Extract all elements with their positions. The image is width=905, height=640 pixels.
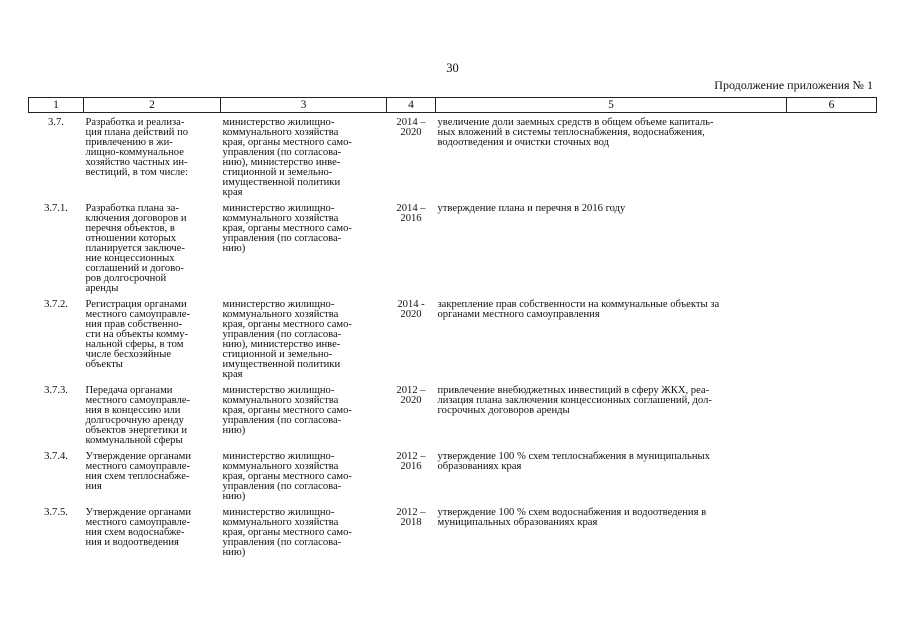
period-line: 2020 — [400, 395, 422, 406]
period-line: 2016 — [400, 461, 422, 472]
activity-name-line: ния схем теплоснабже- — [85, 471, 190, 482]
activity-name-line: объектов энергетики и — [85, 425, 188, 436]
activity-name-line: местного самоуправле- — [85, 395, 190, 406]
activity-name-line: числе бесхозяйные — [85, 349, 172, 360]
expected-result-line: привлечение внебюджетных инвестиций в сферу ЖКХ, реа- — [437, 385, 710, 396]
activity-name-cell — [84, 380, 221, 446]
activity-name-line: хозяйство частных ин- — [85, 157, 188, 168]
activity-name-line: долгосрочную аренду — [85, 415, 184, 426]
period-line: 2012 – — [396, 451, 426, 462]
expected-result-cell — [436, 446, 787, 502]
executor-line: управления (по согласова- — [222, 537, 342, 548]
continuation-label: Продолжение приложения № 1 — [714, 78, 873, 92]
executor-line: нию) — [222, 243, 246, 254]
activity-name-line: Утверждение органами — [85, 451, 192, 462]
activity-name-line: Разработка плана за- — [85, 203, 179, 214]
expected-result-line: увеличение доли заемных средств в общем объеме капиталь- — [437, 117, 714, 128]
executor-line: коммунального хозяйства — [222, 127, 339, 138]
expected-result-line: ных вложений в системы теплоснабжения, водоснабжения, — [437, 127, 705, 138]
executor-line: края, органы местного само- — [222, 405, 352, 416]
activity-name-line: ния прав собственно- — [85, 319, 183, 330]
executor-cell — [221, 380, 387, 446]
activity-name-line: планируется заключе- — [85, 243, 185, 254]
period-cell — [387, 113, 436, 199]
executor-cell — [221, 446, 387, 502]
period-line: 2018 — [400, 517, 422, 528]
column-header: 6 — [787, 98, 877, 113]
table-row — [29, 113, 877, 199]
expected-result-cell — [436, 380, 787, 446]
activity-name-line: сти на объекты комму- — [85, 329, 189, 340]
executor-line: министерство жилищно- — [222, 117, 335, 128]
executor-line: коммунального хозяйства — [222, 213, 339, 224]
activity-name-cell — [84, 113, 221, 199]
executor-line: управления (по согласова- — [222, 147, 342, 158]
executor-line: края, органы местного само- — [222, 137, 352, 148]
plan-table — [28, 97, 877, 558]
activity-name-line: местного самоуправле- — [85, 461, 190, 472]
period-line: 2020 — [400, 309, 422, 320]
executor-line: нию) — [222, 425, 246, 436]
executor-line: нию) — [222, 547, 246, 558]
period-line: 2012 – — [396, 385, 426, 396]
activity-name-line: нальной сферы, в том — [85, 339, 184, 350]
activity-name-cell — [84, 294, 221, 380]
executor-line: коммунального хозяйства — [222, 461, 339, 472]
table-row — [29, 446, 877, 502]
activity-name-line: лищно-коммунальное — [85, 147, 184, 158]
expected-result-cell — [436, 502, 787, 558]
column-header: 2 — [84, 98, 221, 113]
executor-line: коммунального хозяйства — [222, 517, 339, 528]
activity-name-line: Утверждение органами — [85, 507, 192, 518]
executor-line: края, органы местного само- — [222, 471, 352, 482]
executor-line: коммунального хозяйства — [222, 395, 339, 406]
executor-line: стиционной и земельно- — [222, 349, 333, 360]
activity-name-line: ния в концессию или — [85, 405, 181, 416]
executor-line: управления (по согласова- — [222, 329, 342, 340]
table-row — [29, 294, 877, 380]
expected-result-line: утверждение плана и перечня в 2016 году — [437, 203, 626, 214]
table-row — [29, 380, 877, 446]
column-header: 5 — [436, 98, 787, 113]
expected-result-line: закрепление прав собственности на коммунальные объекты за — [437, 299, 720, 310]
note-cell — [787, 502, 877, 558]
expected-result-line: госрочных договоров аренды — [437, 405, 570, 416]
activity-name-line: местного самоуправле- — [85, 309, 190, 320]
page-number: 30 — [446, 61, 459, 75]
executor-cell — [221, 294, 387, 380]
expected-result-cell — [436, 294, 787, 380]
note-cell — [787, 113, 877, 199]
executor-line: управления (по согласова- — [222, 415, 342, 426]
executor-cell — [221, 502, 387, 558]
executor-line: края — [222, 187, 243, 198]
expected-result-cell — [436, 198, 787, 294]
activity-name-line: ния и водоотведения — [85, 537, 179, 548]
activity-name-line: соглашений и догово- — [85, 263, 184, 274]
period-cell — [387, 502, 436, 558]
executor-line: министерство жилищно- — [222, 385, 335, 396]
item-number-cell: 3.7.4. — [44, 451, 68, 462]
expected-result-line: утверждение 100 % схем теплоснабжения в муниципальных — [437, 451, 710, 462]
activity-name-line: ров долгосрочной — [85, 273, 167, 284]
activity-name-cell — [84, 446, 221, 502]
executor-line: управления (по согласова- — [222, 481, 342, 492]
item-number-cell: 3.7.1. — [44, 203, 68, 214]
period-cell — [387, 294, 436, 380]
item-number-cell: 3.7.5. — [44, 507, 68, 518]
period-line: 2016 — [400, 213, 422, 224]
note-cell — [787, 446, 877, 502]
column-header: 1 — [29, 98, 84, 113]
table-row — [29, 198, 877, 294]
activity-name-line: Регистрация органами — [85, 299, 187, 310]
executor-line: имущественной политики — [222, 177, 341, 188]
expected-result-line: утверждение 100 % схем водоснабжения и водоотведения в — [437, 507, 707, 518]
period-line: 2014 – — [396, 117, 426, 128]
executor-line: министерство жилищно- — [222, 299, 335, 310]
executor-line: нию), министерство инве- — [222, 157, 341, 168]
executor-line: нию), министерство инве- — [222, 339, 341, 350]
activity-name-line: ция плана действий по — [85, 127, 189, 138]
executor-line: нию) — [222, 491, 246, 502]
expected-result-line: водоотведения и очистки сточных вод — [437, 137, 610, 148]
note-cell — [787, 380, 877, 446]
activity-name-line: коммунальной сферы — [85, 435, 183, 446]
executor-line: управления (по согласова- — [222, 233, 342, 244]
activity-name-line: привлечению в жи- — [85, 137, 173, 148]
period-line: 2012 – — [396, 507, 426, 518]
item-number-cell: 3.7. — [48, 117, 64, 128]
column-header: 4 — [387, 98, 436, 113]
note-cell — [787, 294, 877, 380]
item-number-cell: 3.7.2. — [44, 299, 68, 310]
executor-cell — [221, 113, 387, 199]
activity-name-line: Разработка и реализа- — [85, 117, 185, 128]
table-header-row — [29, 98, 877, 113]
period-cell — [387, 446, 436, 502]
activity-name-line: аренды — [85, 283, 119, 294]
executor-line: имущественной политики — [222, 359, 341, 370]
period-cell — [387, 198, 436, 294]
executor-line: края, органы местного само- — [222, 223, 352, 234]
activity-name-line: местного самоуправле- — [85, 517, 190, 528]
activity-name-line: ния — [85, 481, 102, 492]
expected-result-cell — [436, 113, 787, 199]
activity-name-line: ключения договоров и — [85, 213, 187, 224]
period-line: 2014 - — [397, 299, 425, 310]
table-row — [29, 502, 877, 558]
note-cell — [787, 198, 877, 294]
activity-name-cell — [84, 198, 221, 294]
activity-name-line: перечня объектов, в — [85, 223, 175, 234]
executor-cell — [221, 198, 387, 294]
expected-result-line: образованиях края — [437, 461, 522, 472]
executor-line: края, органы местного само- — [222, 319, 352, 330]
activity-name-line: ния схем водоснабже- — [85, 527, 185, 538]
executor-line: коммунального хозяйства — [222, 309, 339, 320]
item-number-cell: 3.7.3. — [44, 385, 68, 396]
activity-name-line: объекты — [85, 359, 123, 370]
activity-name-line: отношении которых — [85, 233, 177, 244]
activity-name-cell — [84, 502, 221, 558]
activity-name-line: вестиций, в том числе: — [85, 167, 188, 178]
executor-line: министерство жилищно- — [222, 451, 335, 462]
executor-line: края, органы местного само- — [222, 527, 352, 538]
period-cell — [387, 380, 436, 446]
executor-line: министерство жилищно- — [222, 203, 335, 214]
expected-result-line: органами местного самоуправления — [437, 309, 600, 320]
period-line: 2020 — [400, 127, 422, 138]
expected-result-line: муниципальных образованиях края — [437, 517, 598, 528]
executor-line: края — [222, 369, 243, 380]
executor-line: стиционной и земельно- — [222, 167, 333, 178]
activity-name-line: ние концессионных — [85, 253, 175, 264]
expected-result-line: лизация плана заключения концессионных соглашений, дол- — [437, 395, 712, 406]
period-line: 2014 – — [396, 203, 426, 214]
activity-name-line: Передача органами — [85, 385, 173, 396]
executor-line: министерство жилищно- — [222, 507, 335, 518]
column-header: 3 — [221, 98, 387, 113]
